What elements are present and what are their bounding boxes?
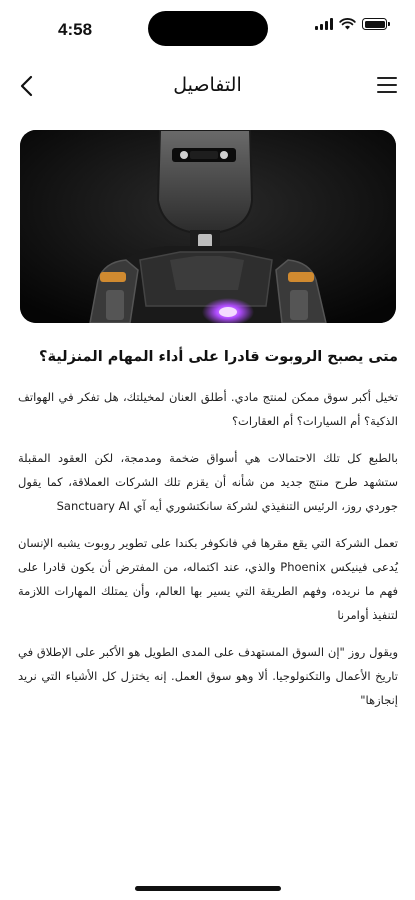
article-paragraph: تعمل الشركة التي يقع مقرها في فانكوفر بكندا على تطوير روبوت يشبه الإنسان يُدعى فينيكس Phoenix والذي، عند اكتماله، من المفترض أن يكون قادرا على فهم ما نريده، وفهم الطريقة التي يسير بها العالم، وأن يمتلك المهارات اللازمة لتنفيذ أوامرنا — [18, 536, 398, 622]
article-paragraph: بالطبع كل تلك الاحتمالات هي أسواق ضخمة ومدمجة، لكن العقود المقبلة ستشهد طرح منتج جديد من شأنه أن يقزم تلك الشركات العملاقة، كما يقول جوردي روز، الرئيس التنفيذي لشركة سانكتشوري أيه آي Sanctuary AI — [18, 451, 398, 513]
home-indicator[interactable] — [135, 886, 281, 891]
dynamic-island — [148, 11, 268, 46]
navigation-bar — [0, 66, 415, 106]
article-hero-image — [20, 130, 396, 323]
status-icons — [315, 18, 387, 30]
article-paragraph: تخيل أكبر سوق ممكن لمنتج مادي. أطلق العنان لمخيلتك، هل تفكر في الهواتف الذكية؟ أم السيارات؟ أم العقارات؟ — [18, 390, 398, 428]
battery-icon — [362, 18, 387, 30]
article-paragraph: ويقول روز "إن السوق المستهدف على المدى الطويل هو الأكبر على الإطلاق في تاريخ الأعمال والتكنولوجيا. ألا وهو سوق العمل. إنه يختزل كل الأشياء التي نريد إنجازها" — [18, 645, 398, 707]
wifi-icon — [339, 18, 356, 30]
status-time: 4:58 — [58, 20, 93, 39]
cellular-signal-icon — [315, 18, 333, 30]
article-title: متى يصبح الروبوت قادرا على أداء المهام المنزلية؟ — [39, 349, 398, 365]
article-body — [18, 345, 398, 725]
hamburger-menu-icon[interactable] — [377, 77, 397, 93]
robot-image — [20, 130, 396, 323]
status-bar — [0, 0, 415, 54]
page-title: التفاصيل — [173, 74, 242, 96]
